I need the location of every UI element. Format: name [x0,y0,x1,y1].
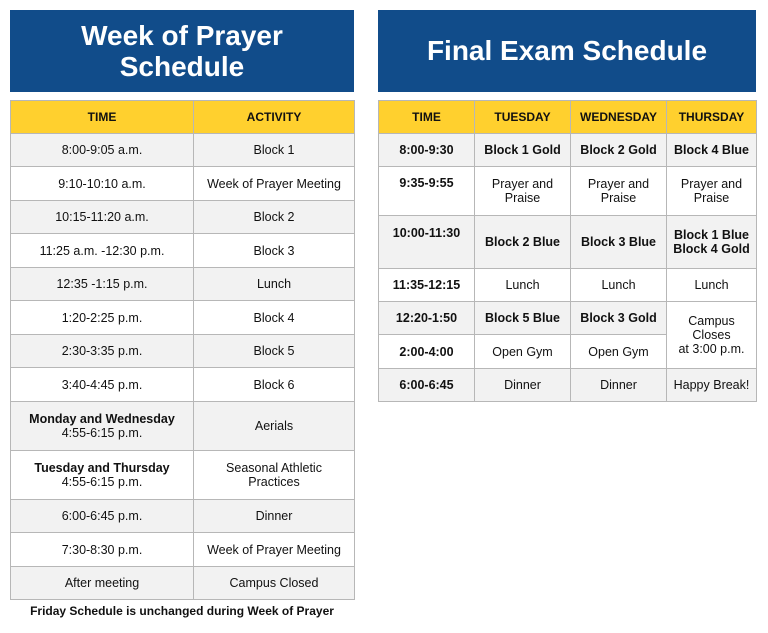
table-row [379,216,757,269]
row-time: 10:15-11:20 a.m. [11,201,194,234]
row-time: 12:20-1:50 [379,302,475,335]
row-activity: Block 5 [194,335,355,368]
row-time: 9:35-9:55 [379,167,475,216]
row-tuesday: Block 1 Gold [475,134,571,167]
table-row [379,134,757,167]
cell-line1: Prayer and [491,177,554,191]
row-thursday [667,216,757,269]
table-row [11,335,355,368]
row-activity: Block 4 [194,301,355,335]
table-row [379,369,757,402]
row-time: 8:00-9:30 [379,134,475,167]
row-time-days: Tuesday and Thursday [34,461,170,475]
row-activity: Block 3 [194,234,355,268]
row-time-days: Monday and Wednesday [29,412,175,426]
row-time: 6:00-6:45 [379,369,475,402]
table-row [11,500,355,533]
header-activity: ACTIVITY [194,101,355,134]
row-tuesday: Block 2 Blue [475,216,571,269]
row-time: 6:00-6:45 p.m. [11,500,194,533]
cell-line1: Prayer and [680,177,743,191]
header-time: TIME [11,101,194,134]
row-time: 2:00-4:00 [379,335,475,369]
table-row [11,402,355,451]
table-row [11,234,355,268]
row-thursday: Happy Break! [667,369,757,402]
final-exam-title-text: Final Exam Schedule [426,35,708,67]
row-activity: Dinner [194,500,355,533]
row-time: 10:00-11:30 [379,216,475,269]
row-time: 7:30-8:30 p.m. [11,533,194,567]
row-thursday: Lunch [667,269,757,302]
table-header-row [379,101,757,134]
table-row [11,268,355,301]
table-row [11,301,355,335]
row-activity: Block 6 [194,368,355,402]
table-row [379,167,757,216]
final-exam-title [378,10,756,92]
row-activity: Week of Prayer Meeting [194,167,355,201]
table-row [11,451,355,500]
final-exam-table [378,100,757,402]
header-wednesday: WEDNESDAY [571,101,667,134]
row-time [11,451,194,500]
row-wednesday: Dinner [571,369,667,402]
cell-line3: at 3:00 p.m. [678,342,745,356]
cell-line2: Praise [600,191,637,205]
row-activity: Campus Closed [194,567,355,600]
table-row [379,269,757,302]
cell-line2: Praise [693,191,730,205]
row-tuesday: Dinner [475,369,571,402]
row-tuesday: Lunch [475,269,571,302]
table-header-row [11,101,355,134]
cell-line1: Prayer and [587,177,650,191]
week-of-prayer-title [10,10,354,92]
table-row [379,302,757,335]
row-activity: Aerials [194,402,355,451]
row-activity: Block 1 [194,134,355,167]
row-activity: Lunch [194,268,355,301]
week-of-prayer-table [10,100,355,600]
row-time: After meeting [11,567,194,600]
cell-line1: Block 1 Blue [673,228,750,242]
header-tuesday: TUESDAY [475,101,571,134]
table-row [11,201,355,234]
row-activity: Block 2 [194,201,355,234]
row-time: 11:35-12:15 [379,269,475,302]
row-time: 3:40-4:45 p.m. [11,368,194,402]
table-row [11,167,355,201]
row-time: 11:25 a.m. -12:30 p.m. [11,234,194,268]
table-row [11,368,355,402]
row-activity-line2: Practices [248,475,300,489]
row-time: 8:00-9:05 a.m. [11,134,194,167]
row-thursday: Block 4 Blue [667,134,757,167]
row-thursday [667,167,757,216]
row-time: 9:10-10:10 a.m. [11,167,194,201]
row-activity-line1: Seasonal Athletic [226,461,322,475]
cell-line2: Closes [692,328,731,342]
row-wednesday: Block 3 Blue [571,216,667,269]
header-time: TIME [379,101,475,134]
row-wednesday [571,167,667,216]
week-of-prayer-footnote: Friday Schedule is unchanged during Week of Prayer [30,604,334,618]
row-wednesday: Lunch [571,269,667,302]
row-activity: Week of Prayer Meeting [194,533,355,567]
row-wednesday: Block 2 Gold [571,134,667,167]
row-time: 1:20-2:25 p.m. [11,301,194,335]
row-time: 12:35 -1:15 p.m. [11,268,194,301]
cell-line2: Praise [504,191,541,205]
table-row [11,567,355,600]
row-thursday [667,302,757,369]
cell-line1: Campus [688,314,735,328]
row-wednesday: Open Gym [571,335,667,369]
row-tuesday: Open Gym [475,335,571,369]
table-row [11,533,355,567]
row-tuesday: Block 5 Blue [475,302,571,335]
row-time-hours: 4:55-6:15 p.m. [61,426,143,440]
row-tuesday [475,167,571,216]
row-time [11,402,194,451]
row-wednesday: Block 3 Gold [571,302,667,335]
row-time-hours: 4:55-6:15 p.m. [61,475,143,489]
week-of-prayer-title-line1: Week of Prayer [81,19,283,51]
header-thursday: THURSDAY [667,101,757,134]
row-activity [194,451,355,500]
table-row [11,134,355,167]
week-of-prayer-title-line2: Schedule [119,51,245,82]
cell-line2: Block 4 Gold [673,242,750,256]
row-time: 2:30-3:35 p.m. [11,335,194,368]
